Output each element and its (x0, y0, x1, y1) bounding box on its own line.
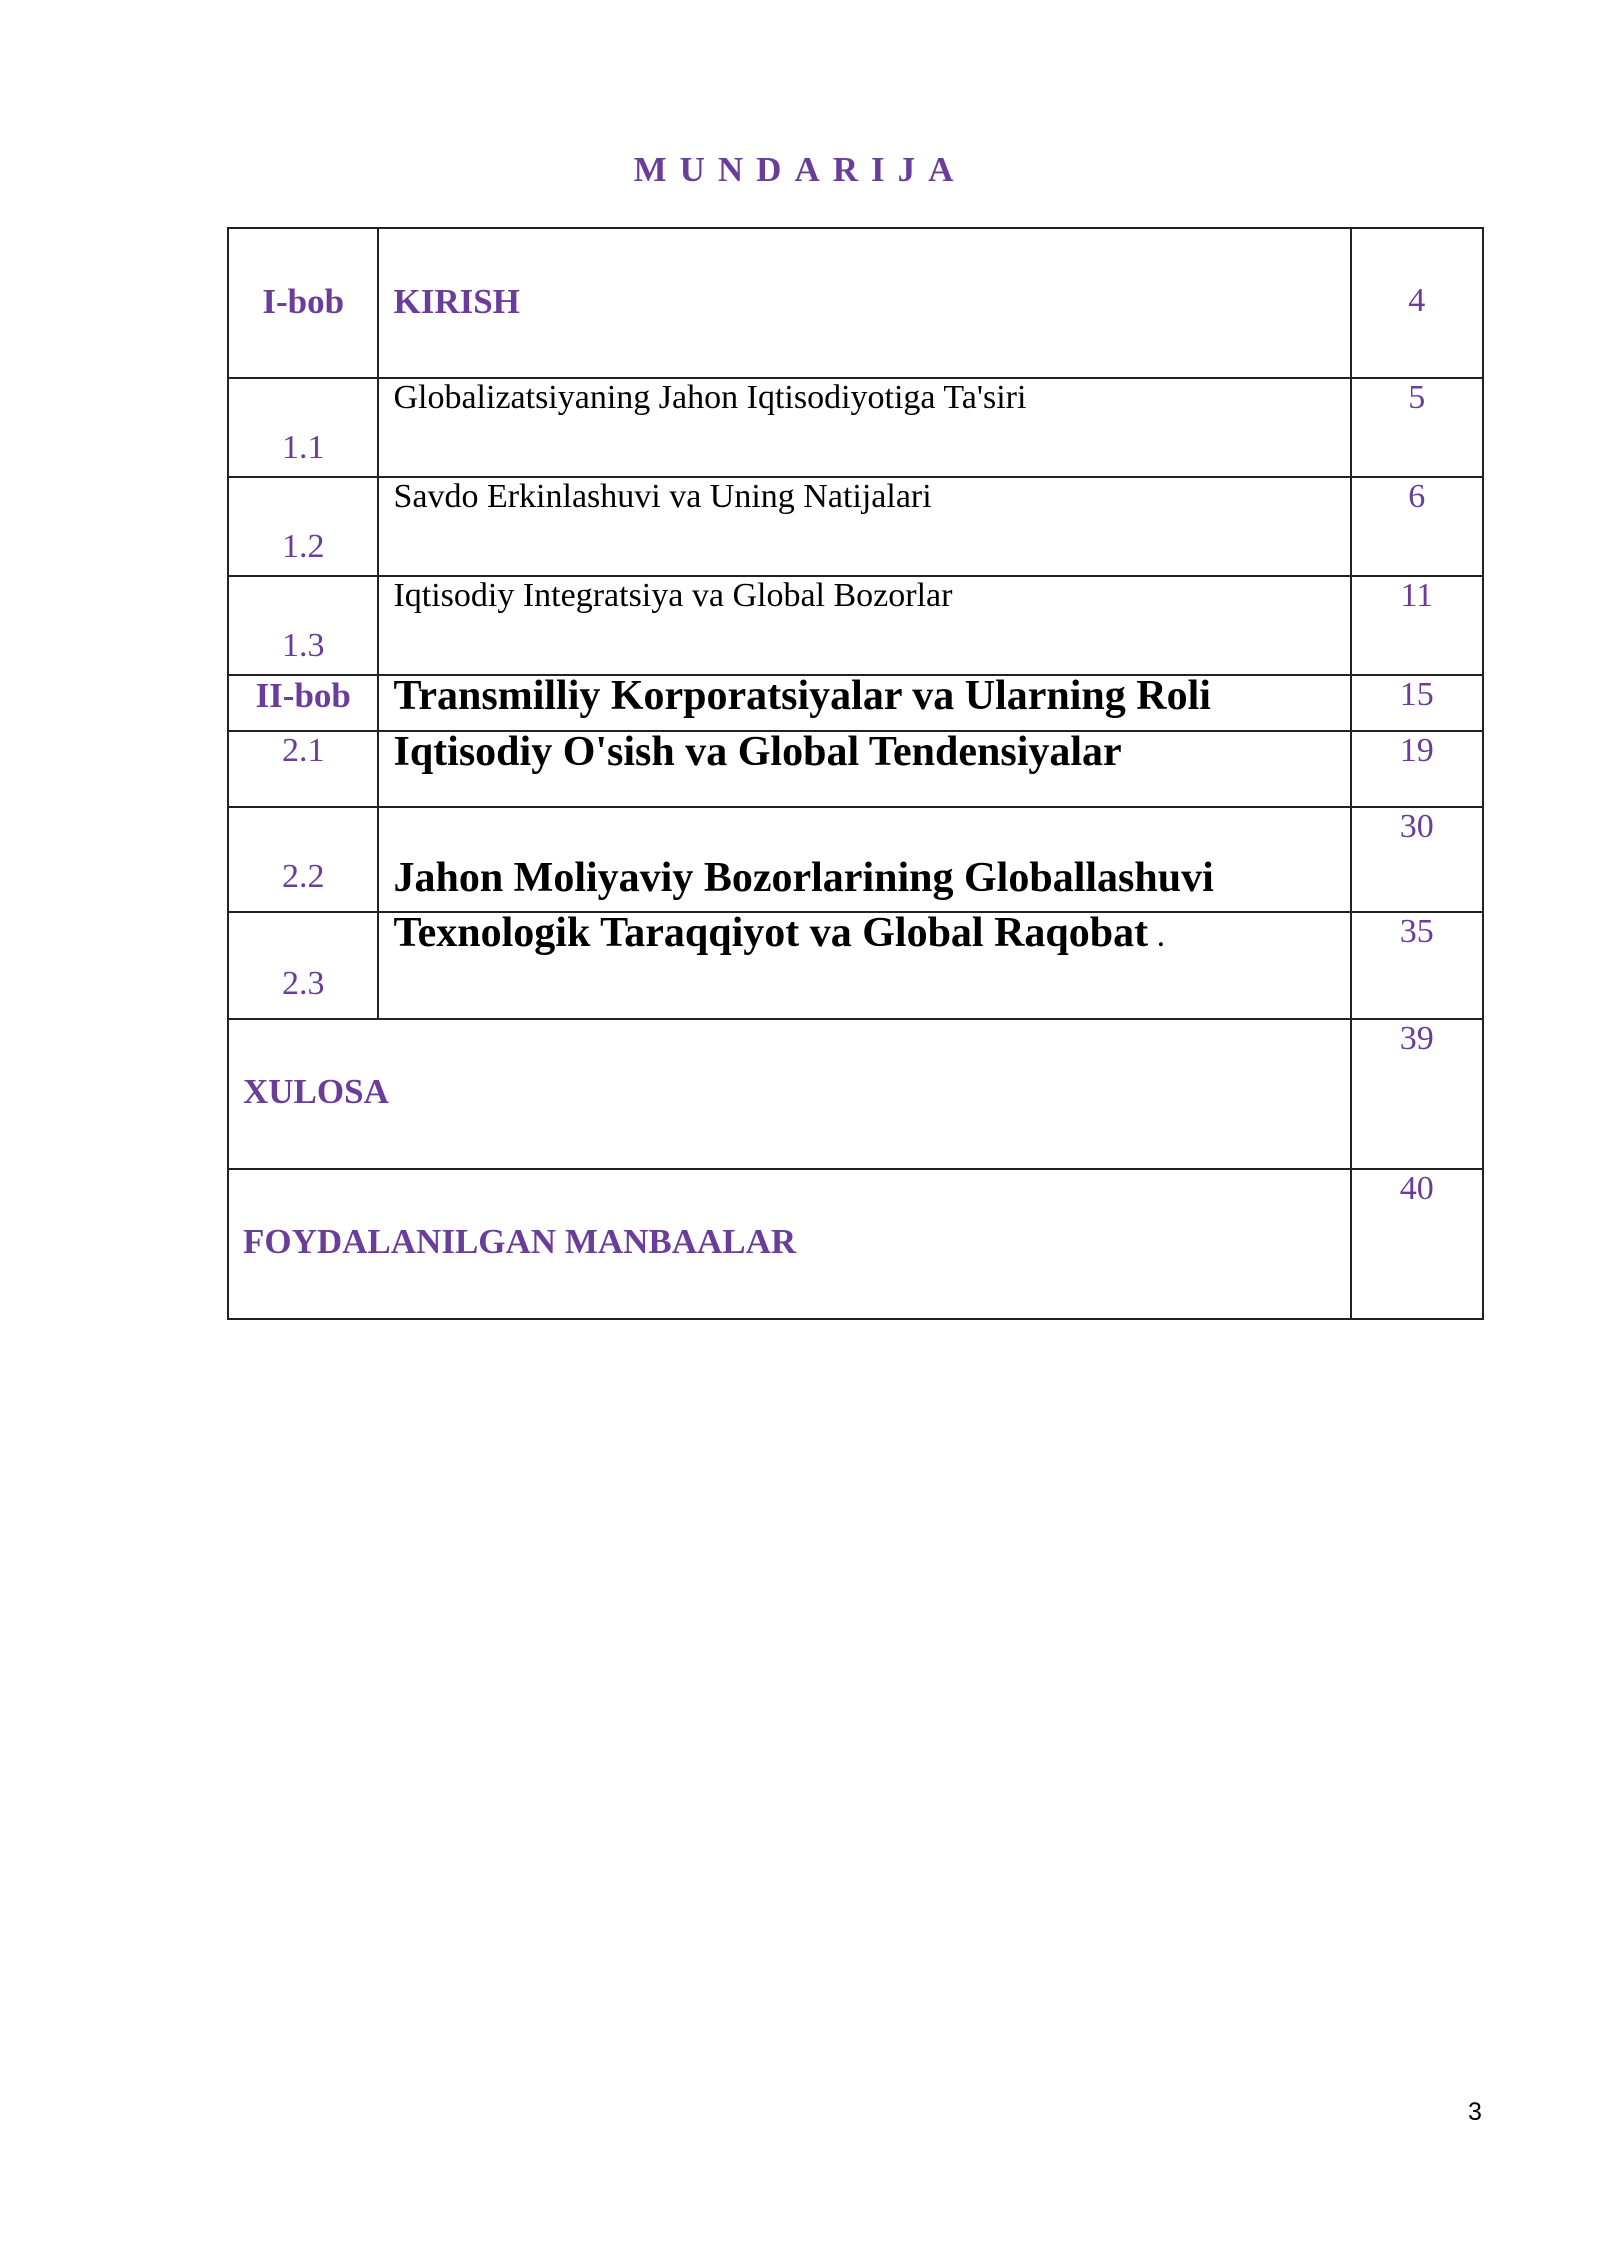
page-ref: 35 (1399, 913, 1434, 950)
page-ref: 30 (1399, 808, 1434, 845)
toc-row (228, 1169, 1483, 1319)
toc-row (228, 731, 1483, 807)
chapter-number: II-bob (255, 676, 351, 715)
chapter-number: I-bob (262, 282, 345, 321)
toc-row (228, 1019, 1483, 1169)
toc-row (228, 912, 1483, 1019)
toc-row (228, 378, 1483, 477)
section-number: 1.2 (281, 528, 325, 565)
references-title: FOYDALANILGAN MANBAALAR (243, 1222, 797, 1261)
section-title: Iqtisodiy O'sish va Global Tendensiyalar (393, 729, 1122, 775)
chapter-title: Transmilliy Korporatsiyalar va Ularning Roli (393, 673, 1211, 719)
section-title: Texnologik Taraqqiyot va Global Raqobat (393, 910, 1149, 956)
section-number: 2.3 (281, 965, 325, 1002)
page-ref: 4 (1408, 282, 1426, 319)
toc-row (228, 675, 1483, 731)
page-title: MUNDARIJA (633, 150, 967, 189)
page-ref: 19 (1399, 732, 1434, 769)
section-title: Globalizatsiyaning Jahon Iqtisodiyotiga Ta'siri (393, 379, 1027, 416)
toc-row (228, 228, 1483, 378)
page-ref: 40 (1399, 1170, 1434, 1207)
toc-row (228, 807, 1483, 912)
section-number: 2.1 (281, 732, 325, 769)
page-ref: 5 (1408, 379, 1426, 416)
chapter-title: KIRISH (393, 282, 520, 321)
table-of-contents (227, 227, 1484, 1320)
conclusion-title: XULOSA (243, 1072, 389, 1111)
section-title-suffix: . (1148, 917, 1166, 954)
section-number: 2.2 (281, 858, 325, 895)
page-ref: 15 (1399, 676, 1434, 713)
page-ref: 39 (1399, 1020, 1434, 1057)
section-number: 1.1 (281, 429, 325, 466)
toc-row (228, 576, 1483, 675)
toc-row (228, 477, 1483, 576)
page-ref: 6 (1408, 478, 1426, 515)
section-title: Iqtisodiy Integratsiya va Global Bozorlar (393, 577, 953, 614)
page-ref: 11 (1400, 577, 1434, 614)
page-number: 3 (1468, 2098, 1482, 2126)
section-title: Jahon Moliyaviy Bozorlarining Globallashuvi (393, 855, 1214, 901)
section-number: 1.3 (281, 627, 325, 664)
section-title: Savdo Erkinlashuvi va Uning Natijalari (393, 478, 932, 515)
